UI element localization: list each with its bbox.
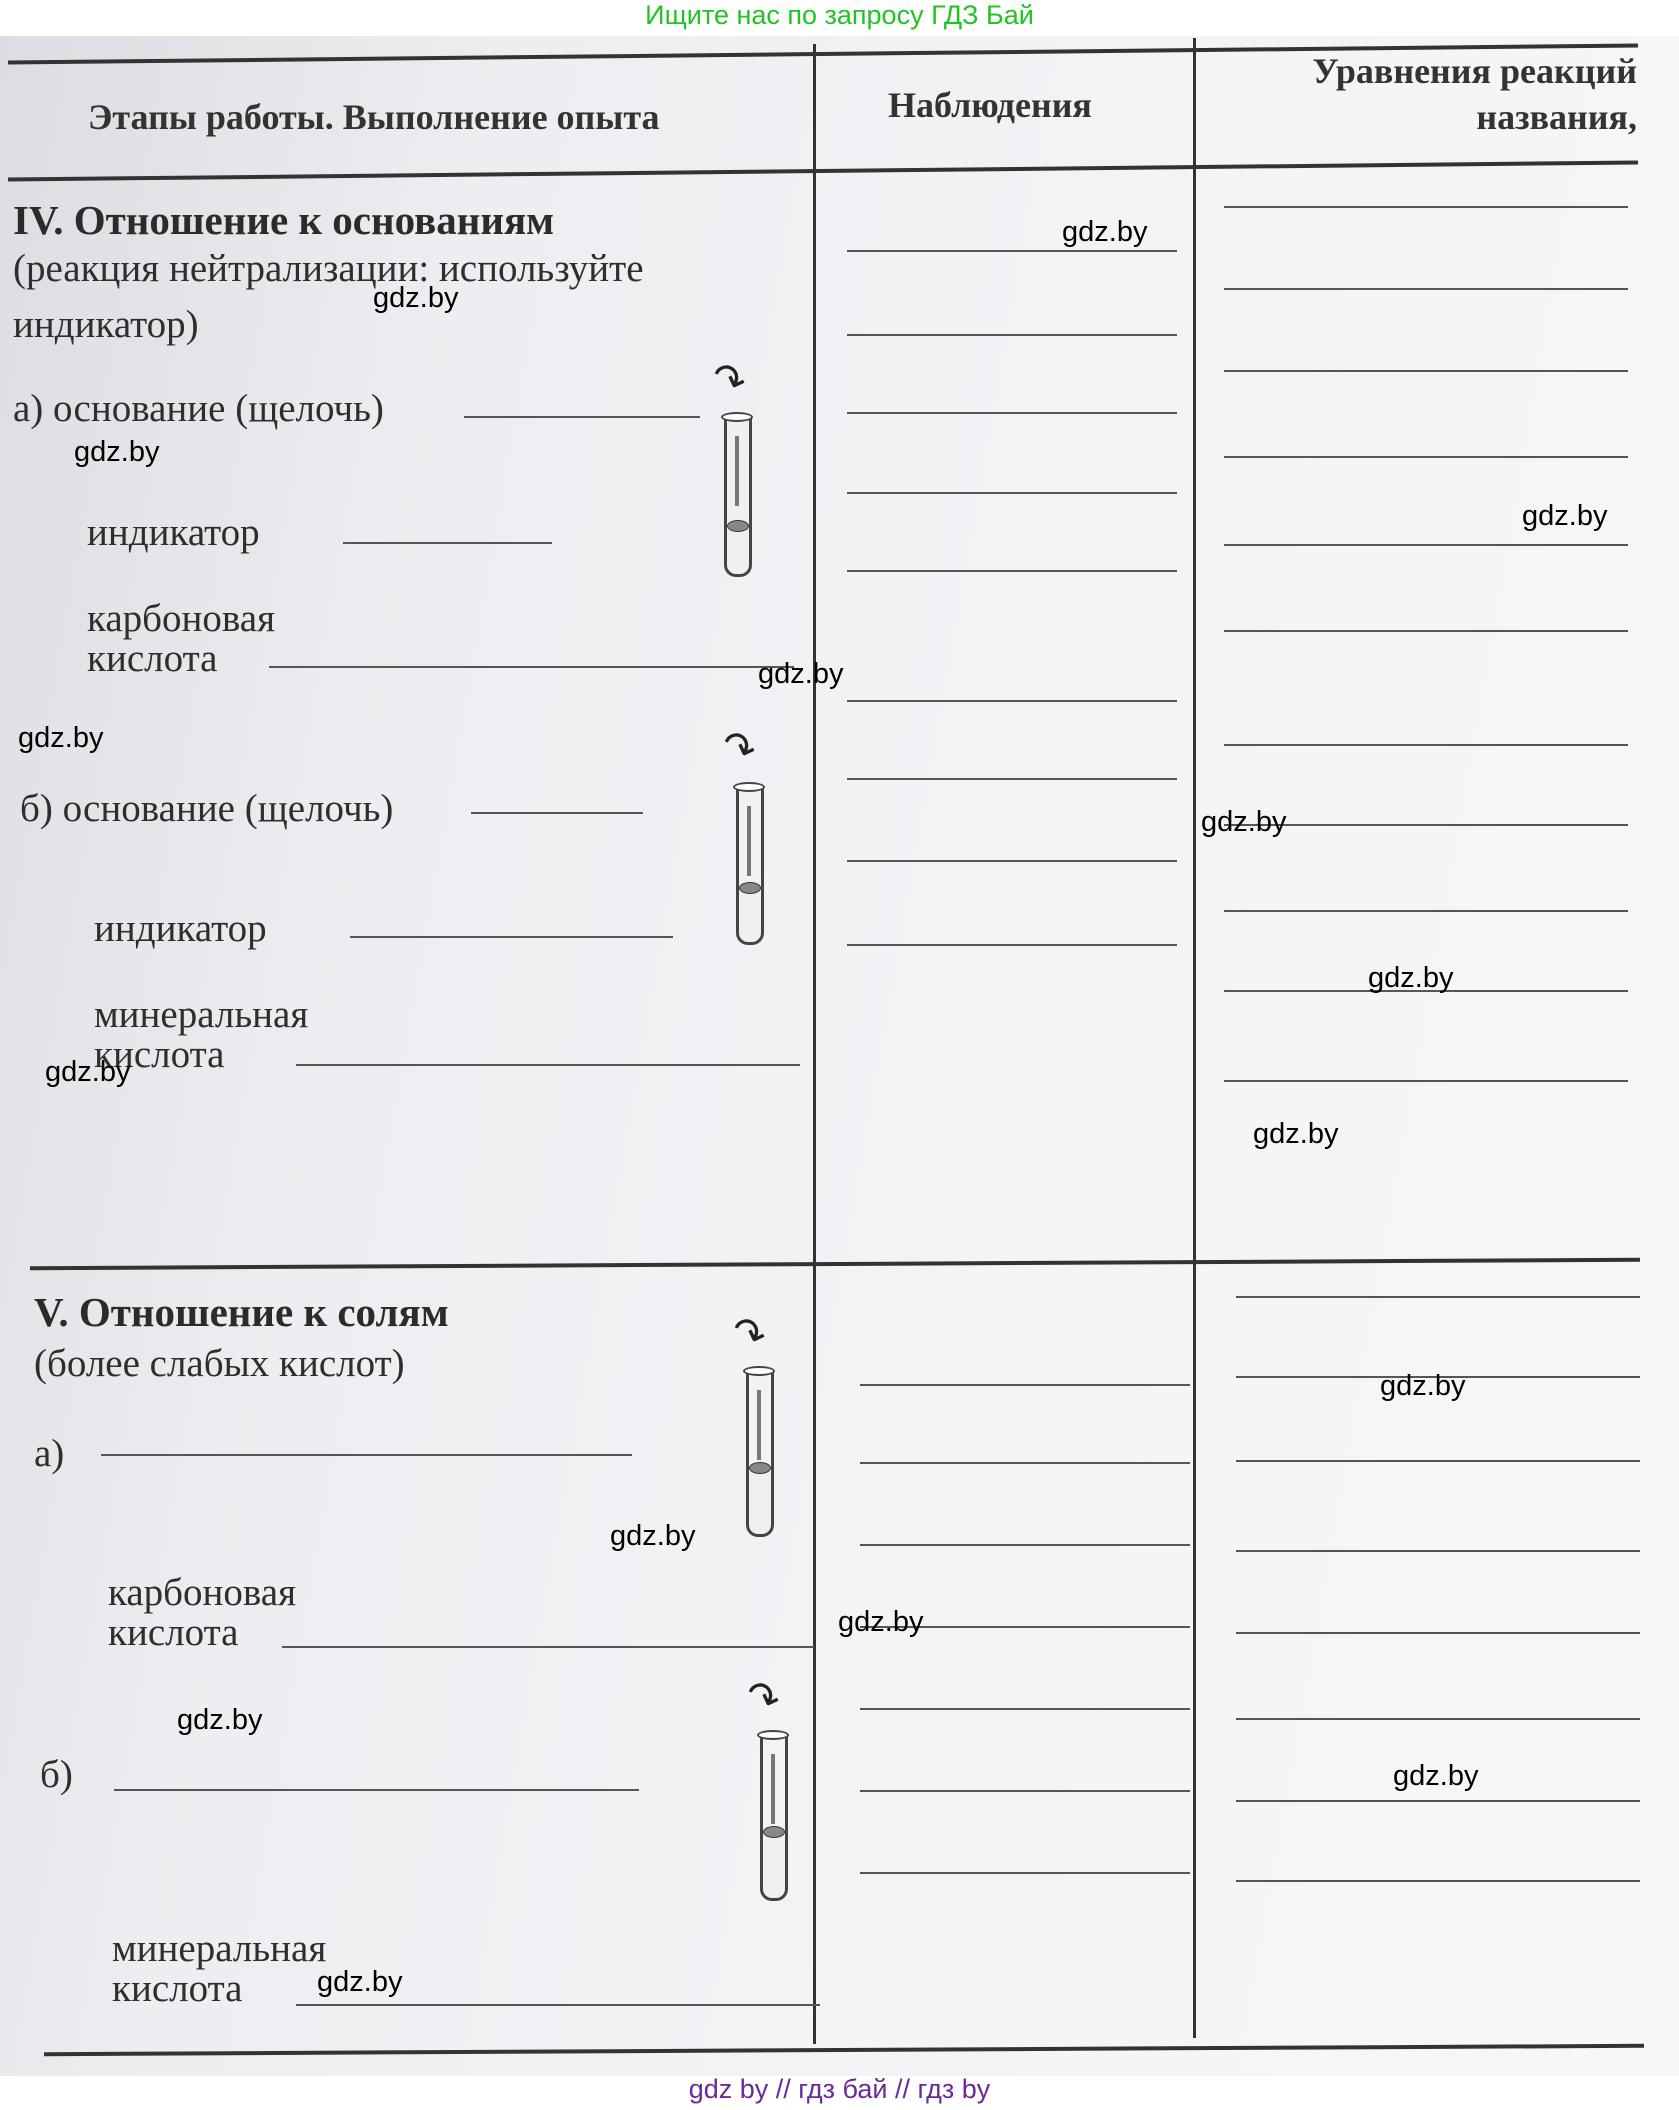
header-observations: Наблюдения [888, 85, 1092, 125]
answer-blank-line[interactable] [1236, 1550, 1640, 1552]
answer-blank-line[interactable] [114, 1789, 639, 1791]
answer-blank-line[interactable] [860, 1462, 1190, 1464]
header-equations-1: Уравнения реакций [1312, 51, 1637, 91]
answer-blank-line[interactable] [343, 542, 552, 544]
answer-blank-line[interactable] [269, 666, 794, 668]
pour-arrow-icon: ↷ [705, 352, 753, 407]
test-tube-icon [746, 1370, 774, 1537]
test-tube-icon [724, 416, 752, 577]
answer-blank-line[interactable] [847, 700, 1177, 702]
iv-a-acid-2: кислота [87, 637, 218, 680]
answer-blank-line[interactable] [860, 1544, 1190, 1546]
footer-links: gdz by // гдз бай // гдз by [688, 2074, 991, 2104]
watermark: gdz.by [373, 282, 459, 314]
watermark: gdz.by [74, 436, 160, 468]
watermark: gdz.by [1393, 1760, 1479, 1792]
answer-blank-line[interactable] [860, 1708, 1190, 1710]
answer-blank-line[interactable] [1224, 456, 1628, 458]
watermark: gdz.by [610, 1520, 696, 1552]
header-bottom-border [8, 160, 1638, 181]
table-bottom-border [44, 2044, 1644, 2056]
answer-blank-line[interactable] [1224, 288, 1628, 290]
answer-blank-line[interactable] [1224, 1080, 1628, 1082]
test-tube-icon [760, 1734, 788, 1901]
watermark: gdz.by [1522, 500, 1608, 532]
search-banner: Ищите нас по запросу ГДЗ Бай [645, 0, 1034, 30]
watermark: gdz.by [177, 1704, 263, 1736]
answer-blank-line[interactable] [860, 1384, 1190, 1386]
answer-blank-line[interactable] [860, 1790, 1190, 1792]
answer-blank-line[interactable] [1224, 370, 1628, 372]
watermark: gdz.by [758, 658, 844, 690]
answer-blank-line[interactable] [847, 412, 1177, 414]
section-v-title: V. Отношение к солям [34, 1289, 449, 1335]
iv-a-label: а) основание (щелочь) [13, 387, 384, 430]
iv-a-indicator: индикатор [87, 511, 260, 554]
iv-b-acid-2: кислота [94, 1033, 225, 1076]
section-divider [30, 1258, 1640, 1270]
answer-blank-line[interactable] [847, 860, 1177, 862]
pour-arrow-icon: ↷ [715, 720, 763, 775]
section-iv-title: IV. Отношение к основаниям [13, 197, 555, 243]
iv-a-acid-1: карбоновая [87, 597, 276, 640]
v-a-acid-1: карбоновая [108, 1571, 297, 1614]
answer-blank-line[interactable] [296, 2004, 820, 2006]
answer-blank-line[interactable] [860, 1872, 1190, 1874]
header-stages: Этапы работы. Выполнение опыта [88, 97, 660, 137]
answer-blank-line[interactable] [1236, 1880, 1640, 1882]
answer-blank-line[interactable] [1224, 206, 1628, 208]
watermark: gdz.by [1253, 1118, 1339, 1150]
iv-b-acid-1: минеральная [94, 993, 309, 1036]
answer-blank-line[interactable] [847, 250, 1177, 252]
v-b-acid-1: минеральная [112, 1927, 327, 1970]
answer-blank-line[interactable] [847, 334, 1177, 336]
v-b-label: б) [40, 1753, 73, 1796]
answer-blank-line[interactable] [847, 944, 1177, 946]
answer-blank-line[interactable] [471, 812, 643, 814]
watermark: gdz.by [838, 1606, 924, 1638]
answer-blank-line[interactable] [1224, 630, 1628, 632]
watermark: gdz.by [1201, 806, 1287, 838]
watermark: gdz.by [1380, 1370, 1466, 1402]
watermark: gdz.by [1062, 216, 1148, 248]
answer-blank-line[interactable] [1224, 910, 1628, 912]
answer-blank-line[interactable] [350, 936, 673, 938]
section-v-subtitle: (более слабых кислот) [34, 1342, 405, 1385]
column-divider-1 [813, 44, 816, 2044]
workbook-page [0, 36, 1679, 2076]
answer-blank-line[interactable] [1224, 544, 1628, 546]
answer-blank-line[interactable] [464, 416, 700, 418]
answer-blank-line[interactable] [1224, 744, 1628, 746]
pour-arrow-icon: ↷ [725, 1306, 773, 1361]
answer-blank-line[interactable] [1236, 1296, 1640, 1298]
column-divider-2 [1193, 38, 1196, 2038]
answer-blank-line[interactable] [101, 1454, 632, 1456]
section-iv-subtitle-2: индикатор) [13, 303, 199, 346]
test-tube-icon [736, 786, 764, 945]
v-a-acid-2: кислота [108, 1611, 239, 1654]
answer-blank-line[interactable] [1236, 1632, 1640, 1634]
watermark: gdz.by [1368, 962, 1454, 994]
iv-b-label: б) основание (щелочь) [20, 787, 394, 830]
answer-blank-line[interactable] [847, 570, 1177, 572]
v-b-acid-2: кислота [112, 1967, 243, 2010]
answer-blank-line[interactable] [1236, 1800, 1640, 1802]
answer-blank-line[interactable] [296, 1064, 800, 1066]
v-a-label: а) [34, 1432, 65, 1475]
watermark: gdz.by [45, 1056, 131, 1088]
answer-blank-line[interactable] [282, 1646, 814, 1648]
answer-blank-line[interactable] [1236, 1718, 1640, 1720]
answer-blank-line[interactable] [847, 492, 1177, 494]
section-iv-subtitle-1: (реакция нейтрализации: используйте [13, 247, 644, 290]
iv-b-indicator: индикатор [94, 907, 267, 950]
answer-blank-line[interactable] [1236, 1460, 1640, 1462]
header-equations-2: названия, [1476, 97, 1637, 137]
watermark: gdz.by [317, 1966, 403, 1998]
watermark: gdz.by [18, 722, 104, 754]
answer-blank-line[interactable] [847, 778, 1177, 780]
pour-arrow-icon: ↷ [739, 1670, 787, 1725]
